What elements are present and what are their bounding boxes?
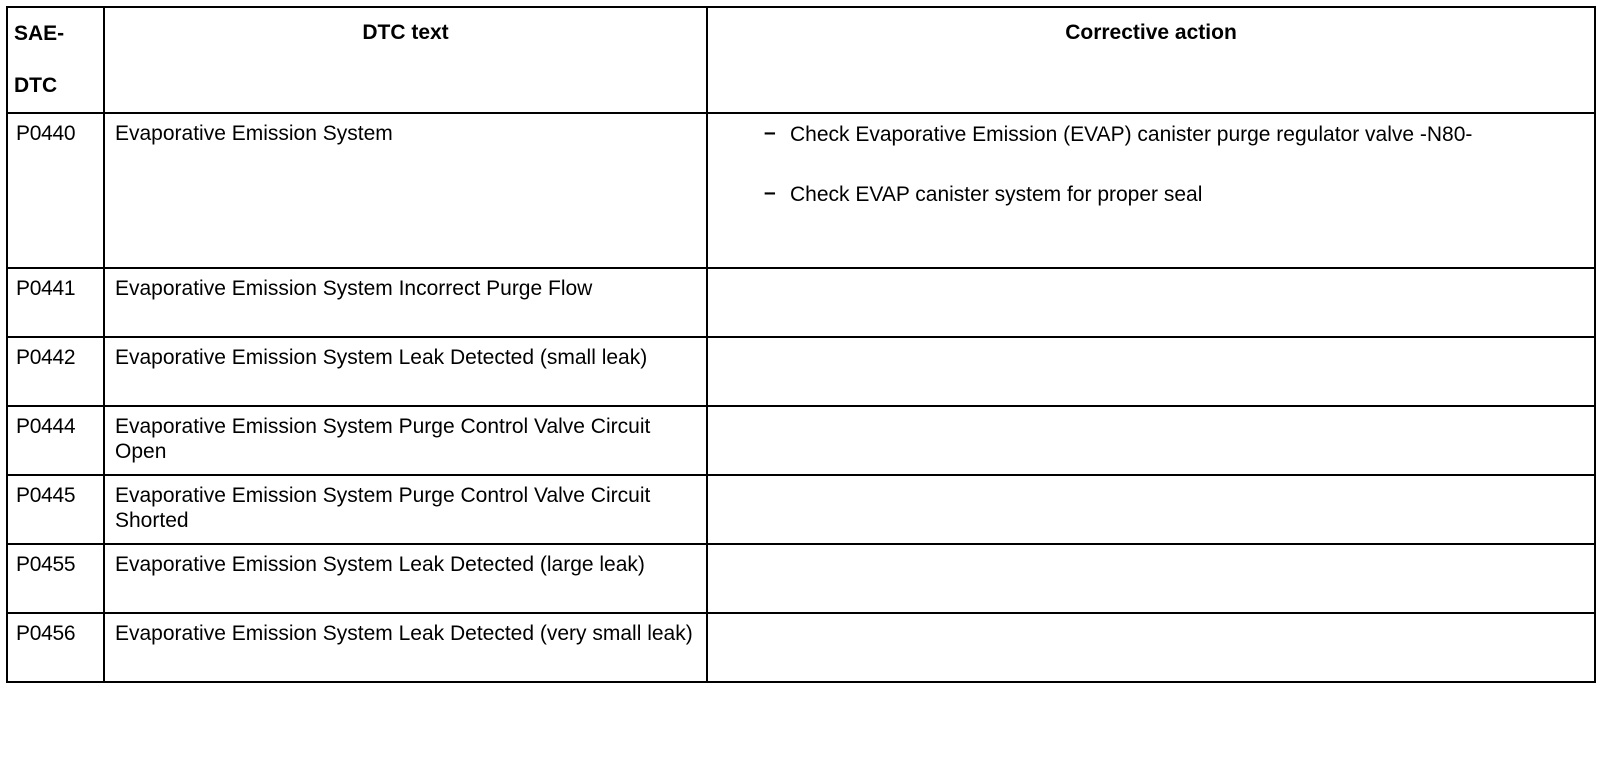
dtc-code: P0440 — [7, 113, 104, 268]
table-header-row — [7, 7, 1595, 113]
header-code-line2: DTC — [14, 74, 58, 97]
header-sae-dtc — [7, 7, 104, 113]
table-row — [7, 544, 1595, 613]
table-row — [7, 475, 1595, 544]
table-row — [7, 268, 1595, 337]
table-row — [7, 113, 1595, 268]
dtc-code: P0456 — [7, 613, 104, 682]
dtc-text: Evaporative Emission System Purge Control Valve Circuit Open — [104, 406, 707, 475]
header-dtc-text: DTC text — [104, 7, 707, 113]
dtc-code: P0441 — [7, 268, 104, 337]
dtc-text: Evaporative Emission System Purge Control Valve Circuit Shorted — [104, 475, 707, 544]
dtc-code: P0445 — [7, 475, 104, 544]
dtc-text: Evaporative Emission System Leak Detected (very small leak) — [104, 613, 707, 682]
corrective-action — [707, 268, 1595, 337]
table-row — [7, 613, 1595, 682]
dash-bullet: – — [764, 121, 776, 144]
action-text: Check EVAP canister system for proper seal — [790, 183, 1203, 206]
corrective-action — [707, 337, 1595, 406]
dtc-code: P0455 — [7, 544, 104, 613]
dtc-table — [6, 6, 1596, 683]
dtc-text: Evaporative Emission System — [104, 113, 707, 268]
corrective-action — [707, 613, 1595, 682]
corrective-action — [707, 406, 1595, 475]
corrective-action — [707, 113, 1595, 268]
dtc-code: P0442 — [7, 337, 104, 406]
corrective-action — [707, 544, 1595, 613]
action-text: Check Evaporative Emission (EVAP) canister purge regulator valve -N80- — [790, 123, 1473, 146]
action-item — [764, 182, 1586, 207]
corrective-action — [707, 475, 1595, 544]
action-item — [764, 122, 1586, 147]
table-row — [7, 337, 1595, 406]
dtc-text: Evaporative Emission System Leak Detected (small leak) — [104, 337, 707, 406]
dtc-text: Evaporative Emission System Incorrect Purge Flow — [104, 268, 707, 337]
dtc-text: Evaporative Emission System Leak Detected (large leak) — [104, 544, 707, 613]
table-row — [7, 406, 1595, 475]
dash-bullet: – — [764, 181, 776, 204]
dtc-code: P0444 — [7, 406, 104, 475]
header-code-line1: SAE- — [14, 22, 65, 45]
header-corrective-action: Corrective action — [707, 7, 1595, 113]
